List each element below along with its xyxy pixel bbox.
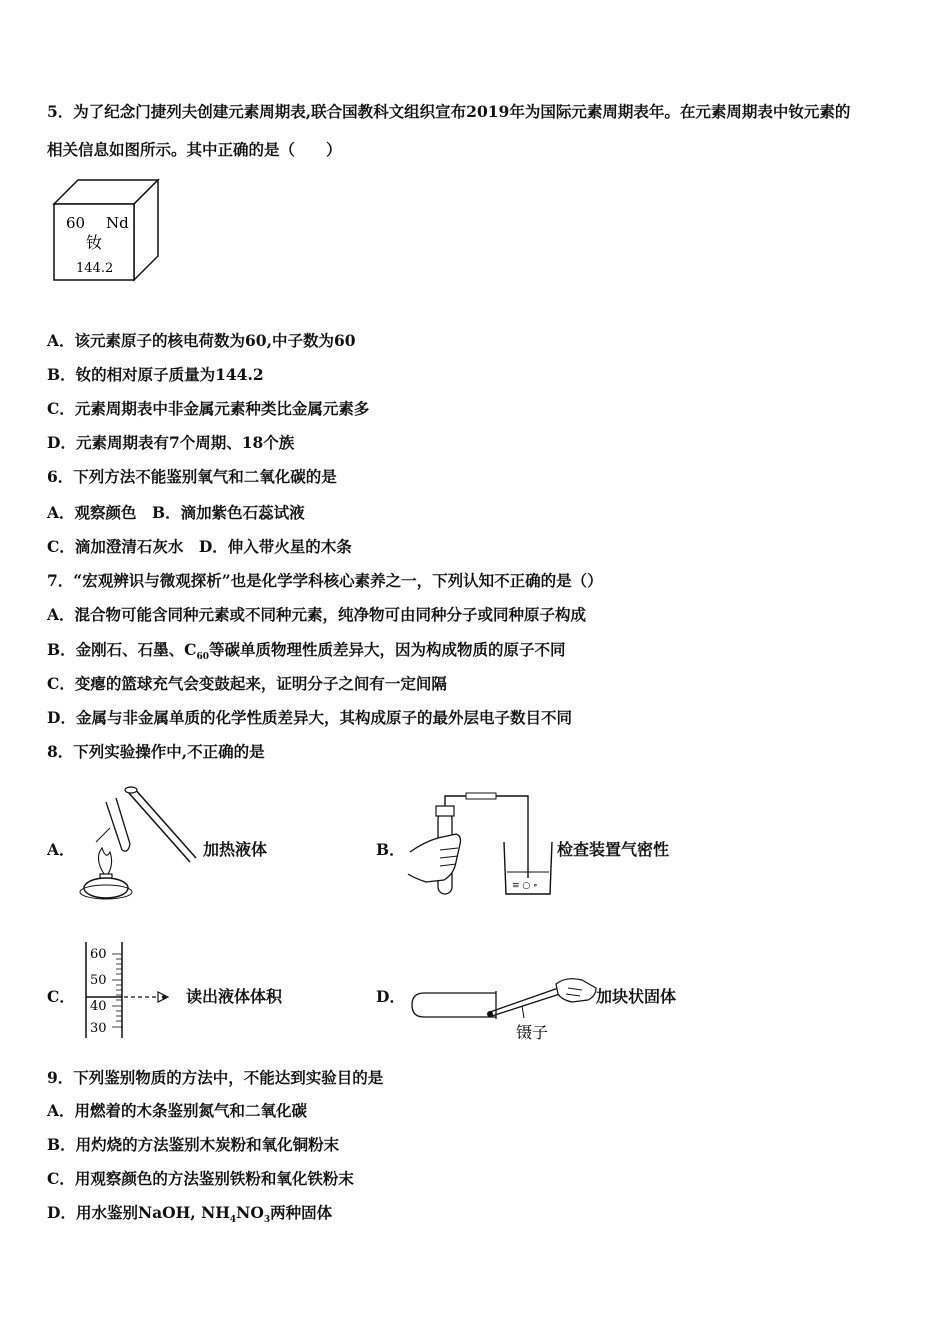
q9-stem: 9．下列鉴别物质的方法中，不能达到实验目的是 (47, 1068, 384, 1087)
svg-text:≡ ○ ∘: ≡ ○ ∘ (512, 881, 538, 891)
element-atomic-number: 60 (66, 214, 86, 232)
q9-option-c: C．用观察颜色的方法鉴别铁粉和氧化铁粉末 (47, 1169, 354, 1188)
q6-options-ab: A．观察颜色 B．滴加紫色石蕊试液 (47, 503, 305, 522)
cylinder-tick-30: 30 (90, 1021, 107, 1036)
heating-liquid-figure (76, 782, 200, 904)
q8-option-c-letter: C． (47, 987, 75, 1006)
q6-options-cd: C．滴加澄清石灰水 D．伸入带火星的木条 (47, 537, 352, 556)
q7-option-d: D．金属与非金属单质的化学性质差异大，其构成原子的最外层电子数目不同 (47, 708, 572, 727)
q8-caption-a: 加热液体 (203, 840, 268, 859)
q7-option-c: C．变瘪的篮球充气会变鼓起来，证明分子之间有一定间隔 (47, 674, 447, 693)
q8-caption-d: 加块状固体 (596, 987, 677, 1006)
graduated-cylinder-figure (84, 940, 184, 1040)
cylinder-tick-60: 60 (90, 947, 107, 962)
q6-stem: 6．下列方法不能鉴别氧气和二氧化碳的是 (47, 467, 337, 486)
cylinder-tick-40: 40 (90, 999, 107, 1014)
q5-option-c: C．元素周期表中非金属元素种类比金属元素多 (47, 399, 370, 418)
q7-stem: 7．“宏观辨识与微观探析”也是化学学科核心素养之一，下列认知不正确的是（） (47, 571, 603, 590)
q9-option-b: B．用灼烧的方法鉴别木炭粉和氧化铜粉末 (47, 1135, 340, 1154)
q8-option-d-letter: D． (376, 987, 405, 1006)
q5-option-a: A．该元素原子的核电荷数为60,中子数为60 (47, 331, 356, 350)
q5-option-d: D．元素周期表有7个周期、18个族 (47, 433, 295, 452)
q7-option-a: A．混合物可能含同种元素或不同种元素，纯净物可由同种分子或同种原子构成 (47, 605, 587, 624)
tweezers-figure (410, 972, 600, 1046)
q8-caption-b: 检查装置气密性 (557, 840, 670, 859)
element-name: 钕 (86, 233, 103, 252)
q5-stem-line1: 5．为了纪念门捷列夫创建元素周期表,联合国教科文组织宣布2019年为国际元素周期表年。在元素周期表中钕元素的 (47, 102, 851, 121)
q5-option-b: B．钕的相对原子质量为144.2 (47, 365, 264, 384)
tweezers-label: 镊子 (516, 1023, 549, 1042)
q8-option-a-letter: A． (47, 840, 75, 859)
q8-caption-c: 读出液体体积 (186, 987, 283, 1006)
element-card-figure (52, 178, 162, 284)
q9-option-a: A．用燃着的木条鉴别氮气和二氧化碳 (47, 1101, 308, 1120)
airtightness-check-figure (406, 792, 556, 898)
q7-option-b: B．金刚石、石墨、$C_{60}$等碳单质物理性质差异大，因为构成物质的原子不同 (47, 640, 566, 663)
cylinder-tick-50: 50 (90, 973, 107, 988)
element-symbol: Nd (106, 214, 129, 232)
element-mass: 144.2 (76, 261, 114, 276)
q9-option-d: D．用水鉴别NaOH, $NH_4NO_3$两种固体 (47, 1203, 333, 1226)
q8-option-b-letter: B． (376, 840, 405, 859)
q5-stem-line2: 相关信息如图所示。其中正确的是（ ） (47, 140, 342, 159)
q8-stem: 8．下列实验操作中,不正确的是 (47, 742, 265, 761)
